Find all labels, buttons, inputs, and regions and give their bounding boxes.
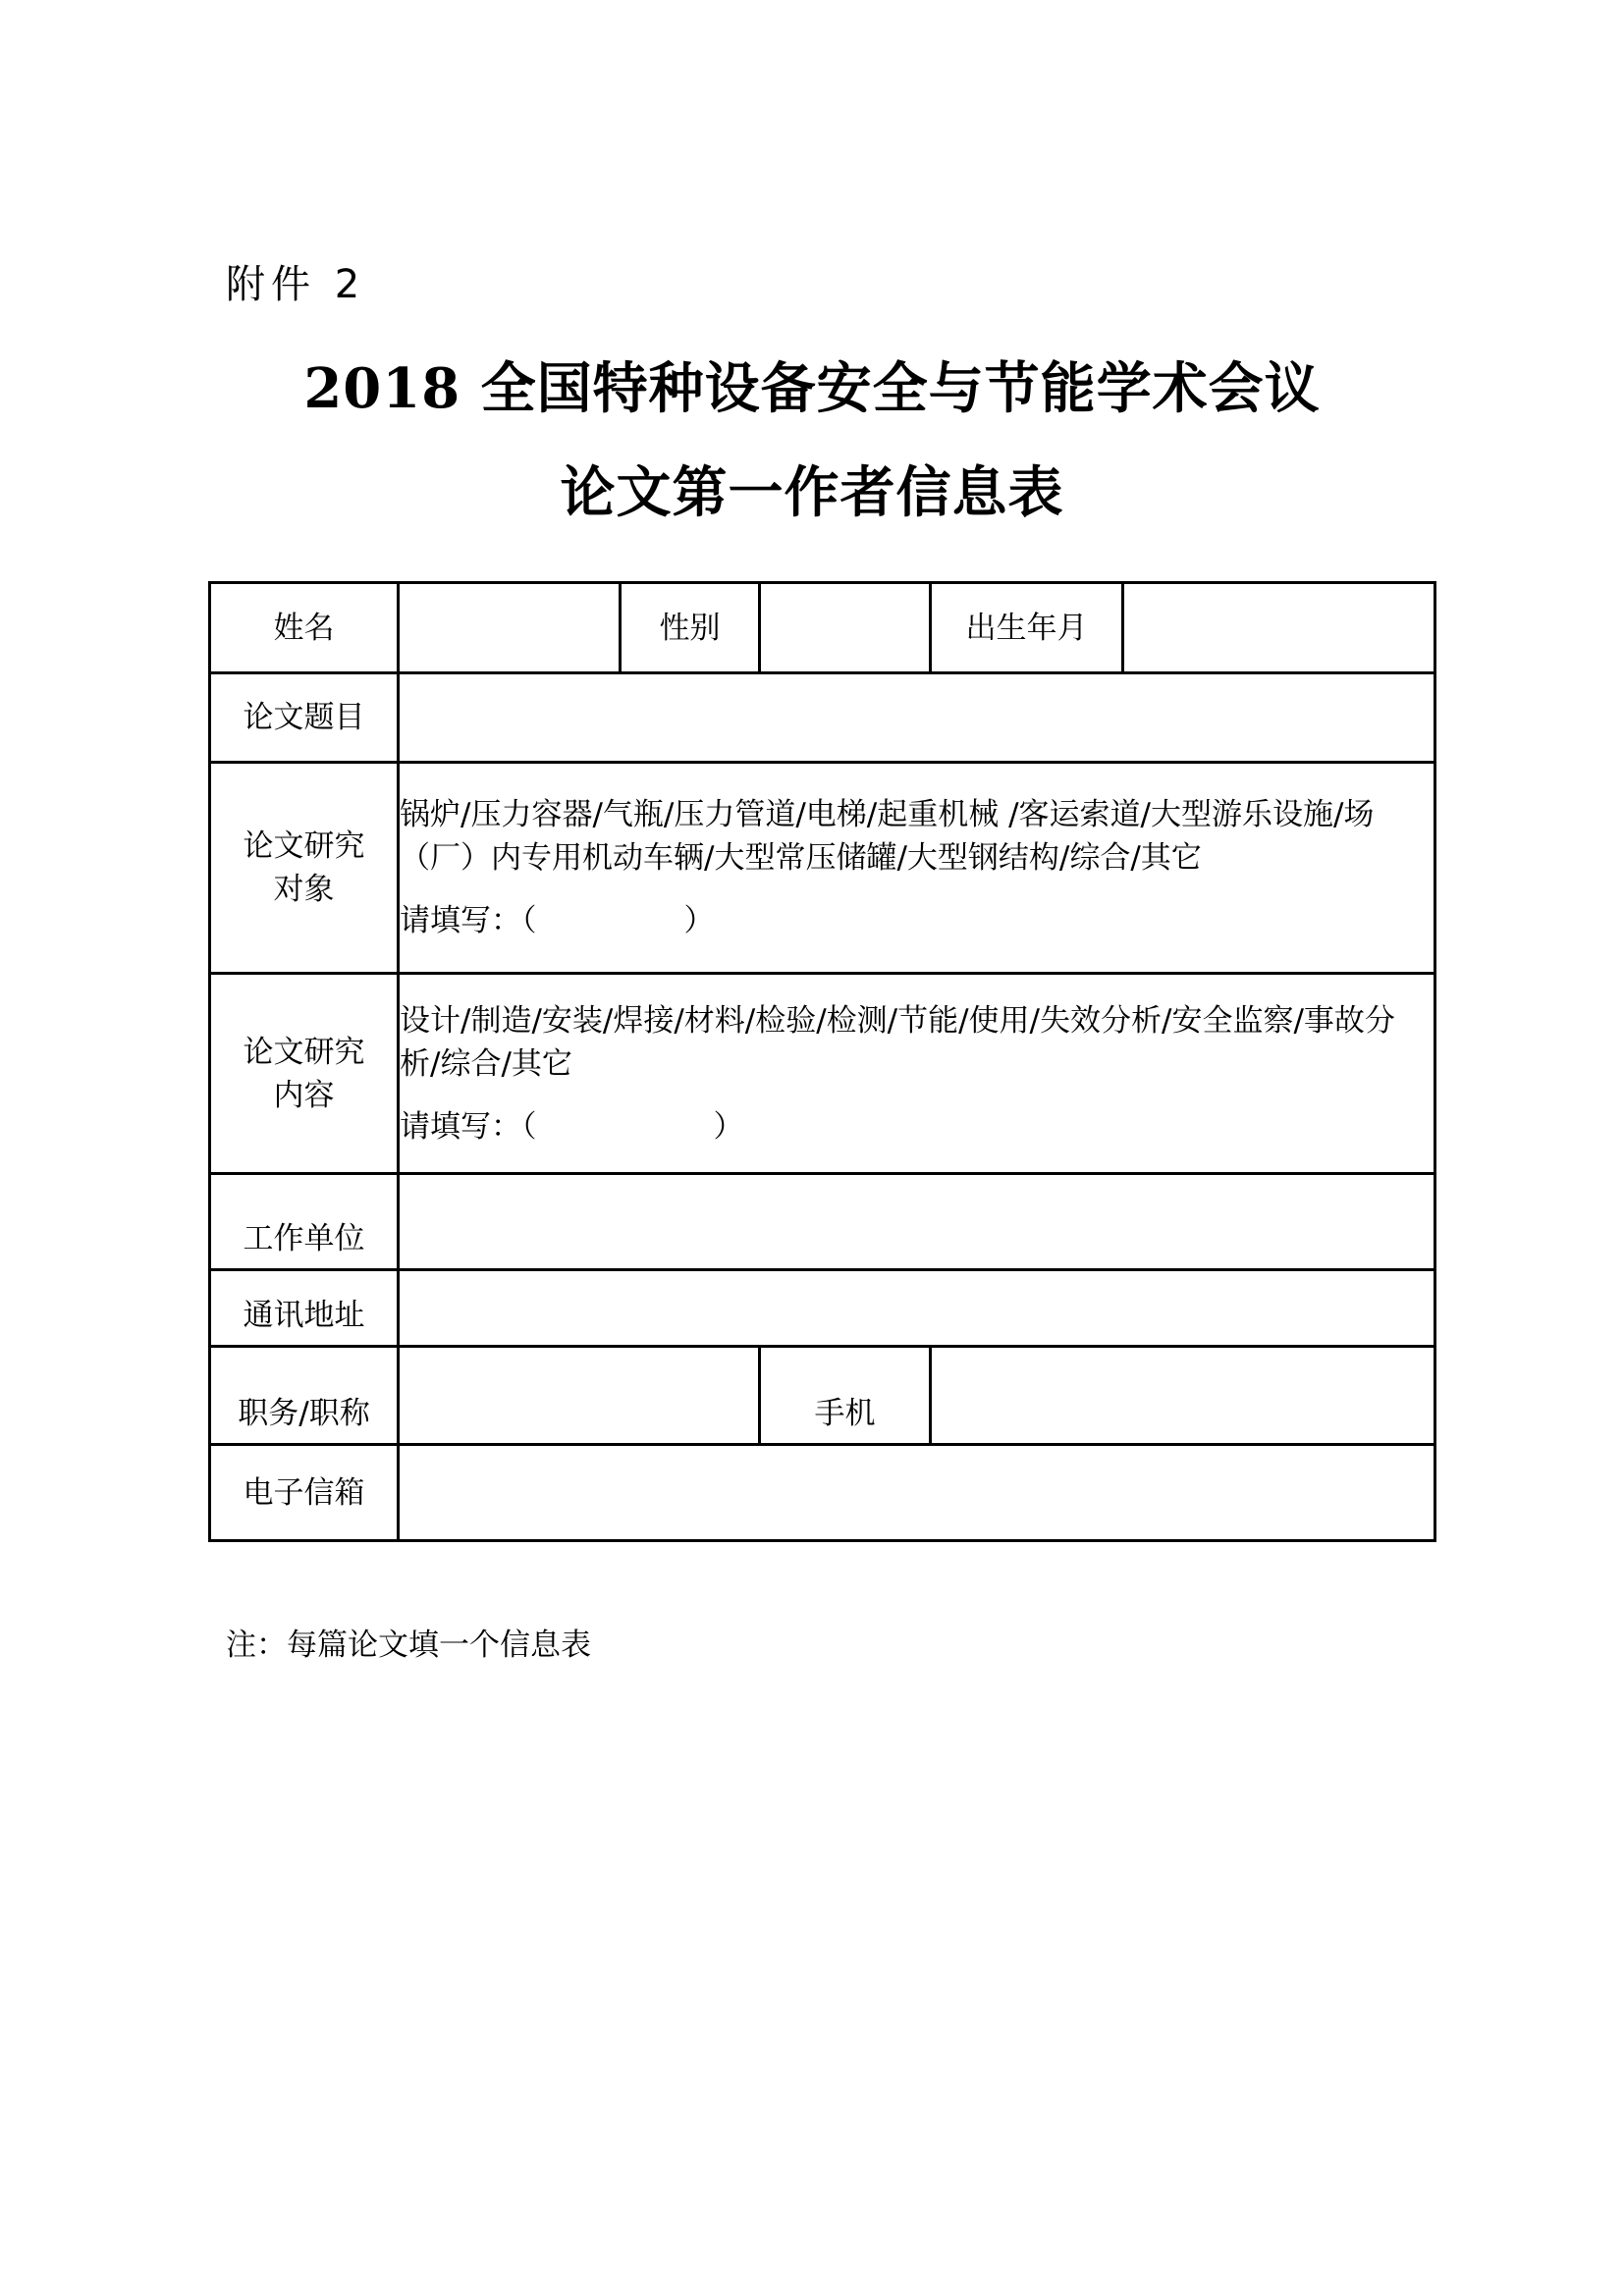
footnote: 注：每篇论文填一个信息表 [226, 1628, 591, 1663]
research-content-label-line-2: 内容 [273, 1077, 335, 1113]
row-work-unit [210, 1174, 1435, 1270]
research-object-cell[interactable] [399, 763, 1435, 974]
research-content-fill-line [400, 1105, 1434, 1148]
title-line-2: 论文第一作者信息表 [560, 460, 1064, 525]
position-label: 职务/职称 [210, 1347, 399, 1445]
email-field[interactable] [399, 1445, 1435, 1541]
phone-field[interactable] [931, 1347, 1435, 1445]
research-content-fill-close: ） [713, 1108, 744, 1145]
row-email [210, 1445, 1435, 1541]
address-field[interactable] [399, 1270, 1435, 1347]
research-object-label [210, 763, 399, 974]
birth-label: 出生年月 [931, 583, 1123, 673]
research-object-label-line-1: 论文研究 [243, 828, 365, 864]
research-content-fill-prompt: 请填写：（ [400, 1108, 537, 1145]
row-position-phone [210, 1347, 1435, 1445]
birth-field[interactable] [1123, 583, 1435, 673]
email-label: 电子信箱 [210, 1445, 399, 1541]
paper-title-field[interactable] [399, 673, 1435, 763]
name-label: 姓名 [210, 583, 399, 673]
research-object-fill-line [400, 899, 1434, 942]
paper-title-label: 论文题目 [210, 673, 399, 763]
row-research-object [210, 763, 1435, 974]
row-address [210, 1270, 1435, 1347]
research-content-cell[interactable] [399, 974, 1435, 1174]
research-object-fill-close: ） [683, 903, 715, 938]
research-content-options: 设计/制造/安装/焊接/材料/检验/检测/节能/使用/失效分析/安全监察/事故分析/综合/其它 [400, 1002, 1395, 1082]
gender-field[interactable] [760, 583, 931, 673]
position-field[interactable] [399, 1347, 760, 1445]
attachment-label: 附件 2 [226, 262, 366, 307]
research-content-label [210, 974, 399, 1174]
work-unit-field[interactable] [399, 1174, 1435, 1270]
title-line-1: 2018 全国特种设备安全与节能学术会议 [303, 356, 1321, 421]
gender-label: 性别 [621, 583, 760, 673]
row-basic-info [210, 583, 1435, 673]
work-unit-label: 工作单位 [210, 1174, 399, 1270]
research-object-fill-prompt: 请填写：（ [400, 903, 537, 938]
research-object-label-line-2: 对象 [273, 872, 335, 907]
research-object-options: 锅炉/压力容器/气瓶/压力管道/电梯/起重机械 /客运索道/大型游乐设施/场（厂）内专用机动车辆/大型常压储罐/大型钢结构/综合/其它 [400, 797, 1375, 876]
research-content-label-line-1: 论文研究 [243, 1034, 365, 1070]
address-label: 通讯地址 [210, 1270, 399, 1347]
author-info-table [208, 581, 1436, 1542]
phone-label: 手机 [760, 1347, 931, 1445]
row-research-content [210, 974, 1435, 1174]
row-paper-title [210, 673, 1435, 763]
name-field[interactable] [399, 583, 621, 673]
